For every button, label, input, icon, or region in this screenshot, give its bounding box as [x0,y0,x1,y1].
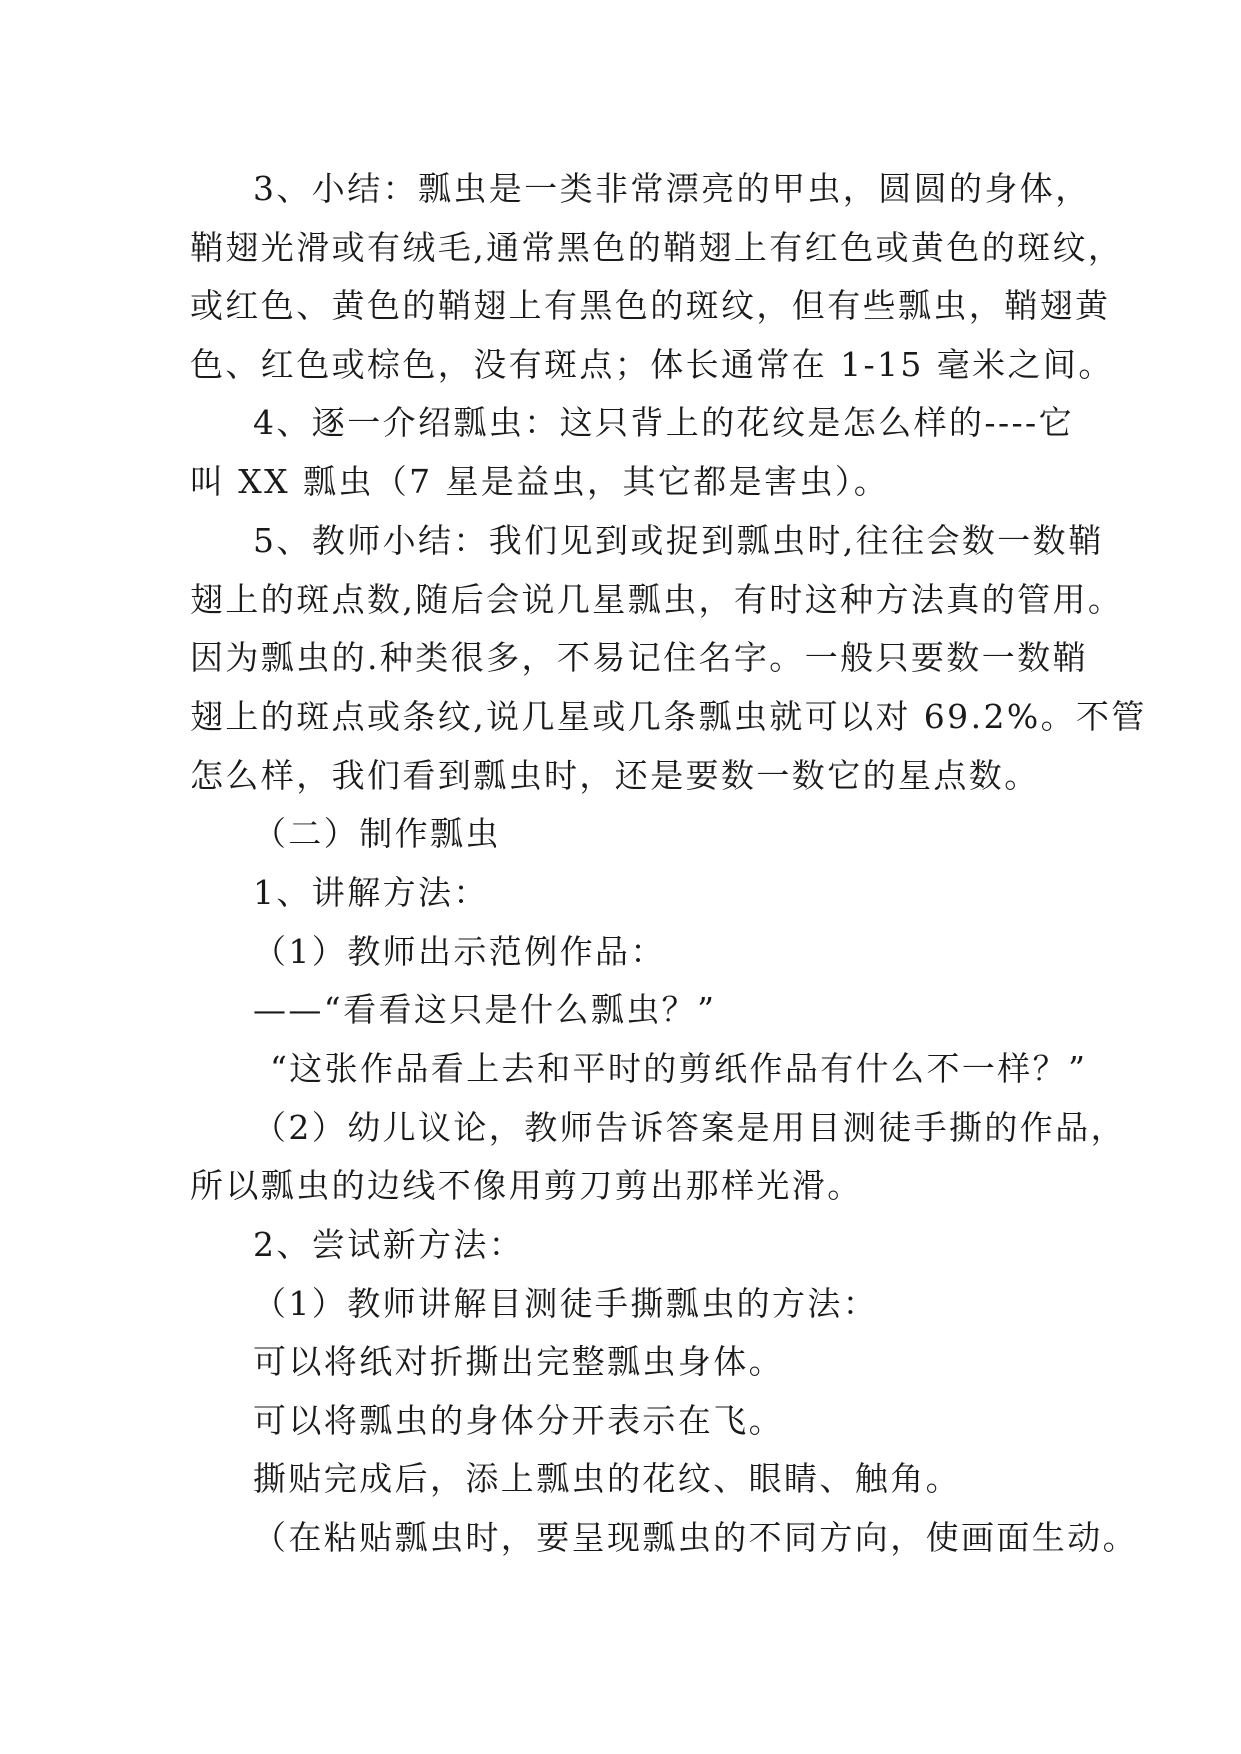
paragraph-line-6: 叫 XX 瓢虫（7 星是益虫，其它都是害虫）。 [190,462,890,501]
step-heading-2: 2、尝试新方法： [253,1225,525,1264]
paragraph-line-7: 5、教师小结：我们见到或捉到瓢虫时,往往会数一数鞘 [253,521,1104,560]
paragraph-line-18: 所以瓢虫的边线不像用剪刀剪出那样光滑。 [190,1166,863,1205]
step-heading-1: 1、讲解方法： [253,873,489,912]
paragraph-line-14: （1）教师出示范例作品： [253,932,666,971]
section-heading: （二）制作瓢虫 [253,814,501,853]
paragraph-line-9: 因为瓢虫的.种类很多，不易记住名字。一般只要数一数鞘 [190,638,1088,677]
paragraph-line-4: 色、红色或棕色，没有斑点；体长通常在 1-15 毫米之间。 [190,345,1114,384]
paragraph-line-17: （2）幼儿议论，教师告诉答案是用目测徒手撕的作品， [253,1108,1126,1147]
paragraph-line-2: 鞘翅光滑或有绒毛,通常黑色的鞘翅上有红色或黄色的斑纹， [190,228,1124,267]
paragraph-line-23: 撕贴完成后，添上瓢虫的花纹、眼睛、触角。 [253,1459,961,1498]
paragraph-line-11: 怎么样，我们看到瓢虫时，还是要数一数它的星点数。 [190,756,1040,795]
paragraph-line-20: （1）教师讲解目测徒手撕瓢虫的方法： [253,1284,879,1323]
paragraph-line-21: 可以将纸对折撕出完整瓢虫身体。 [253,1342,784,1381]
paragraph-line-24: （在粘贴瓢虫时，要呈现瓢虫的不同方向，使画面生动。 [253,1518,1138,1557]
paragraph-line-8: 翅上的斑点数,随后会说几星瓢虫，有时这种方法真的管用。 [190,580,1124,619]
paragraph-line-3: 或红色、黄色的鞘翅上有黑色的斑纹，但有些瓢虫，鞘翅黄 [190,286,1111,325]
paragraph-line-5: 4、逐一介绍瓢虫：这只背上的花纹是怎么样的----它 [253,403,1074,442]
paragraph-line-16: “这张作品看上去和平时的剪纸作品有什么不一样？” [270,1049,1088,1088]
paragraph-line-22: 可以将瓢虫的身体分开表示在飞。 [253,1401,784,1440]
paragraph-line-15: ——“看看这只是什么瓢虫？” [253,990,717,1029]
paragraph-line-1: 3、小结：瓢虫是一类非常漂亮的甲虫，圆圆的身体， [253,169,1091,208]
paragraph-line-10: 翅上的斑点或条纹,说几星或几条瓢虫就可以对 69.2%。不管 [190,697,1147,736]
